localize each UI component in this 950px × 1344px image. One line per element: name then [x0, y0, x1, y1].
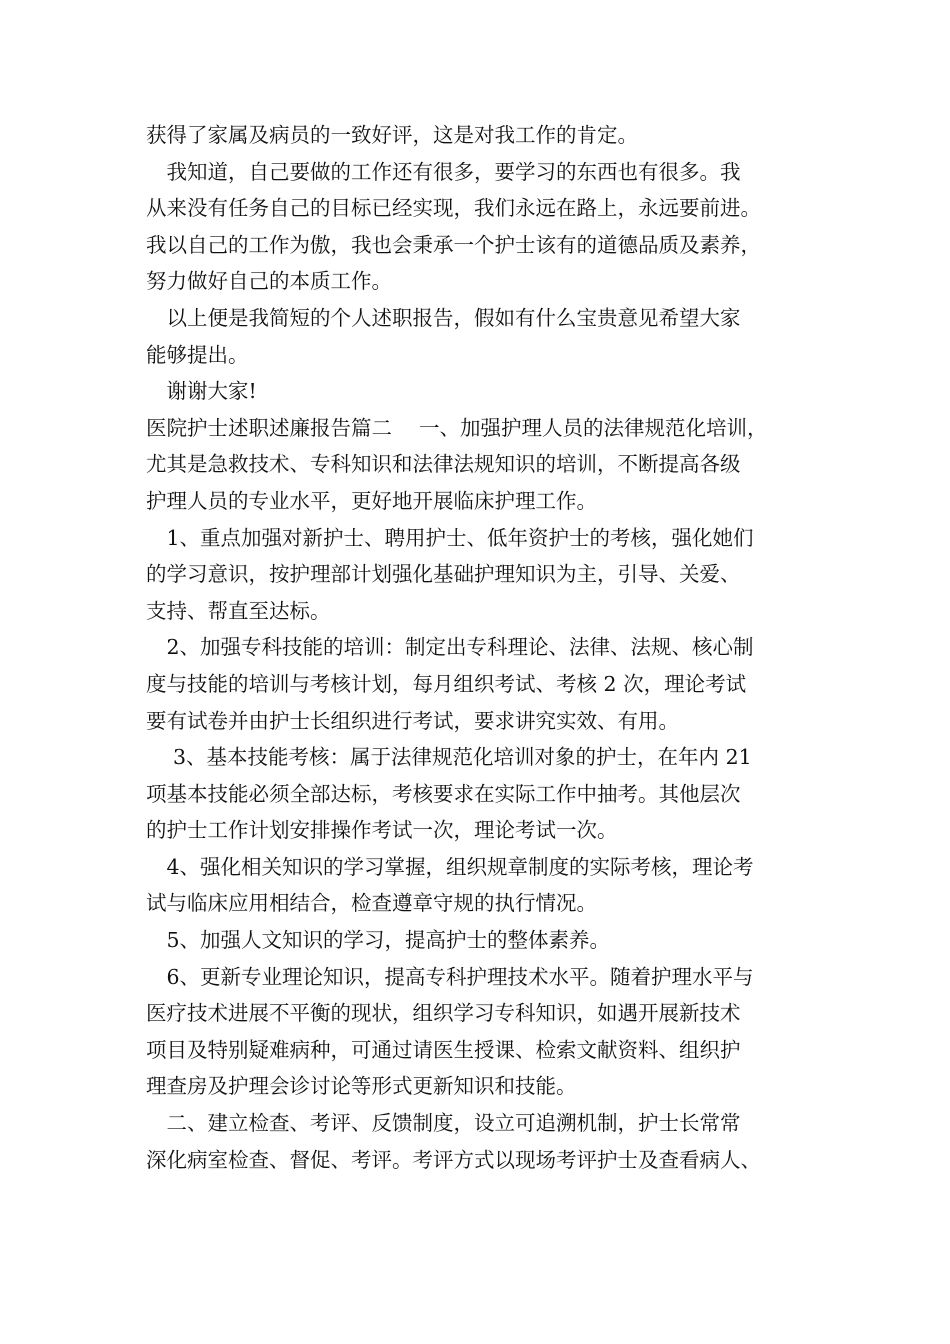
- text-line: 度与技能的培训与考核计划，每月组织考试、考核 2 次，理论考试: [146, 671, 747, 696]
- text-line: 以上便是我简短的个人述职报告，假如有什么宝贵意见希望大家: [146, 305, 741, 330]
- text-line: 项目及特别疑难病种，可通过请医生授课、检索文献资料、组织护: [146, 1037, 741, 1062]
- text-line: 我知道，自己要做的工作还有很多，要学习的东西也有很多。我: [146, 159, 741, 184]
- section-heading-line: 医院护士述职述廉报告篇二 一、加强护理人员的法律规范化培训，: [146, 415, 768, 440]
- text-line: 尤其是急救技术、专科知识和法律法规知识的培训，不断提高各级: [146, 452, 741, 477]
- body-text: [146, 117, 836, 1178]
- text-line: 要有试卷并由护士长组织进行考试，要求讲究实效、有用。: [146, 708, 679, 733]
- text-line: 1、重点加强对新护士、聘用护士、低年资护士的考核，强化她们: [146, 525, 754, 550]
- text-line: 3、基本技能考核：属于法律规范化培训对象的护士，在年内 21: [146, 745, 752, 770]
- text-line: 能够提出。: [146, 342, 249, 367]
- text-line: 我以自己的工作为傲，我也会秉承一个护士该有的道德品质及素养，: [146, 232, 761, 257]
- text-line: 从来没有任务自己的目标已经实现，我们永远在路上，永远要前进。: [146, 196, 761, 221]
- text-line: 医疗技术进展不平衡的现状，组织学习专科知识，如遇开展新技术: [146, 1001, 741, 1026]
- text-line: 项基本技能必须全部达标，考核要求在实际工作中抽考。其他层次: [146, 781, 741, 806]
- text-line: 获得了家属及病员的一致好评，这是对我工作的肯定。: [146, 123, 638, 147]
- text-line: 努力做好自己的本质工作。: [146, 269, 392, 294]
- text-line: 4、强化相关知识的学习掌握，组织规章制度的实际考核，理论考: [146, 854, 754, 879]
- text-line: 的护士工作计划安排操作考试一次，理论考试一次。: [146, 818, 618, 843]
- text-line: 支持、帮直至达标。: [146, 598, 331, 623]
- text-line: 试与临床应用相结合，检查遵章守规的执行情况。: [146, 891, 597, 916]
- text-line: 二、建立检查、考评、反馈制度，设立可追溯机制，护士长常常: [146, 1111, 741, 1136]
- text-line: 6、更新专业理论知识，提高专科护理技术水平。随着护理水平与: [146, 964, 754, 989]
- text-line: 谢谢大家!: [146, 379, 257, 404]
- text-line: 理查房及护理会诊讨论等形式更新知识和技能。: [146, 1074, 577, 1099]
- text-line: 5、加强人文知识的学习，提高护士的整体素养。: [146, 928, 611, 953]
- text-line: 2、加强专科技能的培训：制定出专科理论、法律、法规、核心制: [146, 635, 754, 660]
- text-line: 护理人员的专业水平，更好地开展临床护理工作。: [146, 488, 597, 513]
- text-line: 的学习意识，按护理部计划强化基础护理知识为主，引导、关爱、: [146, 562, 741, 587]
- text-line: 深化病室检查、督促、考评。考评方式以现场考评护士及查看病人、: [146, 1147, 761, 1172]
